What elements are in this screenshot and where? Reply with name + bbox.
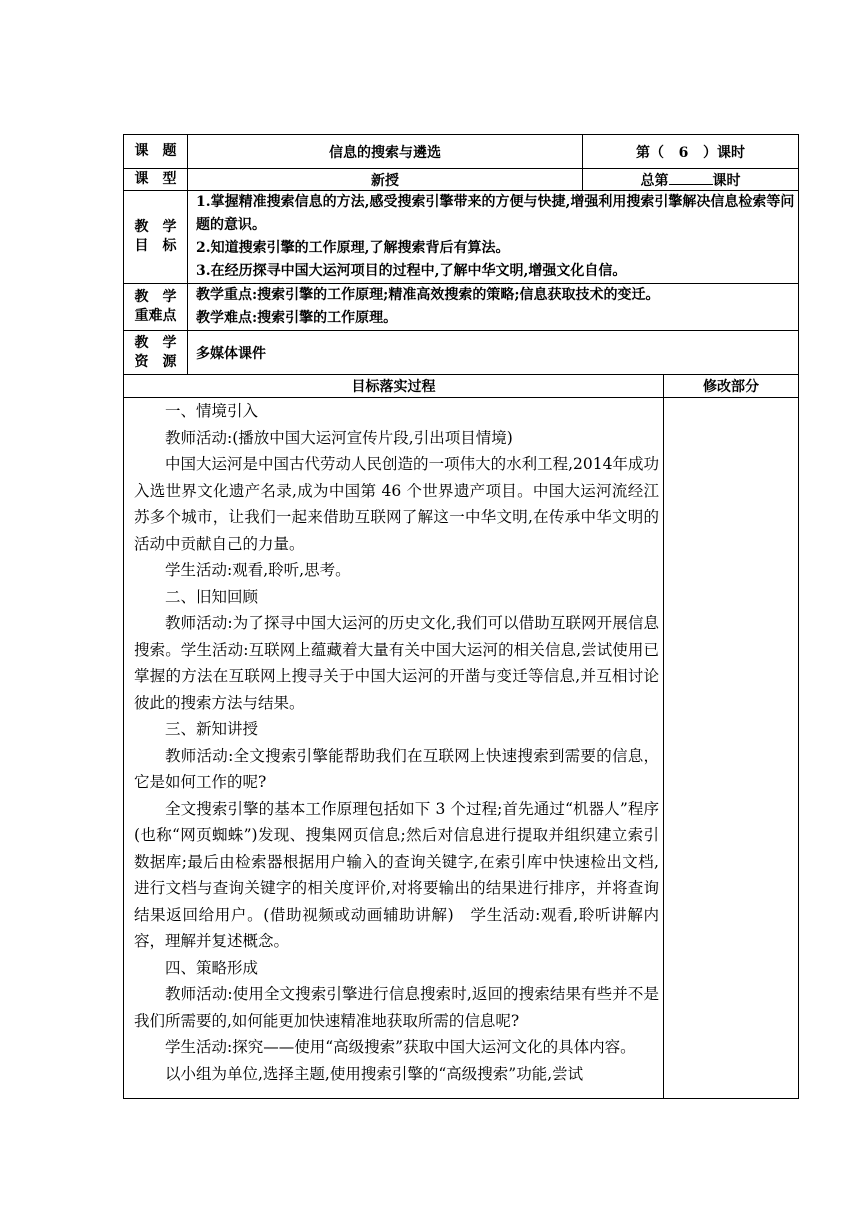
paragraph: 以小组为单位,选择主题,使用搜索引擎的“高级搜索”功能,尝试 — [165, 1064, 584, 1083]
lesson-suffix: ）课时 — [703, 144, 745, 161]
type-label: 课 型 — [124, 169, 188, 191]
paragraph: 全文搜索引擎的基本工作原理包括如下 3 个过程;首先通过“机器人”程序(也称“网页蜘蛛”)发现、搜集网页信息;然后对信息进行提取并组织建立索引数据库;最后由检索器根据用户输入的查询关键字,在索引库中快速检出文档,进行文档与查询关键字的相关度评价,对将要输出的结果进行排序，并将查询结果返回给用户。(借助视频或动画辅助讲解) 学生活动:观看,聆听讲解内容，理解并复述概念。 — [134, 799, 659, 950]
keypoints-label-a: 教 学 — [134, 289, 177, 306]
section-heading-1: 一、情境引入 — [165, 402, 259, 420]
resources-label-b: 资 源 — [134, 353, 177, 370]
paragraph: 教师活动:使用全文搜索引擎进行信息搜索时,返回的搜索结果有些并不是我们所需要的,如何能更加快速精准地获取所需的信息呢? — [134, 985, 659, 1030]
lesson-plan — [123, 134, 798, 1099]
paragraph: 学生活动:探究——使用“高级搜索”获取中国大运河文化的具体内容。 — [165, 1038, 636, 1056]
lesson-number: 6 — [678, 144, 689, 161]
keypoints-label-b: 重难点 — [134, 308, 177, 324]
resources-value: 多媒体课件 — [188, 331, 799, 375]
total-prefix: 总第 — [640, 172, 669, 189]
resources-label — [124, 331, 188, 375]
key-point: 教学重点:搜索引擎的工作原理;精准高效搜索的策略;信息获取技术的变迁。 — [196, 287, 660, 303]
difficult-point: 教学难点:搜索引擎的工作原理。 — [196, 310, 398, 326]
objectives-label — [124, 191, 188, 284]
process-content — [124, 398, 664, 1099]
keypoints-content — [188, 284, 799, 331]
paragraph: 教师活动:(播放中国大运河宣传片段,引出项目情境) — [165, 428, 513, 447]
objective-2: 2.知道搜索引擎的工作原理,了解搜索背后有算法。 — [196, 240, 510, 256]
total-suffix: 课时 — [712, 172, 741, 189]
revision-column — [664, 398, 799, 1099]
lesson-prefix: 第（ — [636, 144, 664, 161]
lesson-info-table — [123, 134, 799, 375]
paragraph: 教师活动:为了探寻中国大运河的历史文化,我们可以借助互联网开展信息搜索。学生活动:互联网上蕴藏着大量有关中国大运河的相关信息,尝试使用已掌握的方法在互联网上搜寻关于中国大运河的开凿与变迁等信息,并互相讨论彼此的搜索方法与结果。 — [134, 614, 659, 712]
paragraph: 教师活动:全文搜索引擎能帮助我们在互联网上快速搜索到需要的信息，它是如何工作的呢? — [134, 746, 659, 791]
keypoints-label — [124, 284, 188, 331]
section-heading-2: 二、旧知回顾 — [165, 587, 259, 606]
section-heading-3: 三、新知讲授 — [165, 720, 259, 738]
paragraph: 中国大运河是中国古代劳动人民创造的一项伟大的水利工程,2014年成功入选世界文化遗产名录,成为中国第 46 个世界遗产项目。中国大运河流经江苏多个城市，让我们一起来借助互联网了解这一中华文明,在传承中华文明的活动中贡献自己的力量。 — [134, 455, 659, 553]
objective-1: 1.掌握精准搜索信息的方法,感受搜索引擎带来的方便与快捷,增强利用搜索引擎解决信息检索等问题的意识。 — [196, 194, 795, 233]
objective-3: 3.在经历探寻中国大运河项目的过程中,了解中华文明,增强文化自信。 — [196, 263, 627, 279]
paragraph: 学生活动:观看,聆听,思考。 — [165, 561, 351, 579]
lesson-number-cell — [583, 135, 799, 169]
section-heading-4: 四、策略形成 — [165, 958, 259, 977]
process-header: 目标落实过程 — [124, 375, 664, 398]
revision-header: 修改部分 — [664, 375, 799, 398]
type-value: 新授 — [188, 169, 583, 191]
objectives-content — [188, 191, 799, 284]
process-table — [123, 374, 799, 1099]
topic-label: 课 题 — [124, 135, 188, 169]
objectives-label-b: 目 标 — [134, 238, 177, 254]
total-blank — [669, 172, 713, 185]
objectives-label-a: 教 学 — [134, 219, 177, 236]
total-lesson-cell — [583, 169, 799, 191]
resources-label-a: 教 学 — [134, 334, 177, 351]
topic-value: 信息的搜索与遴选 — [188, 135, 583, 169]
